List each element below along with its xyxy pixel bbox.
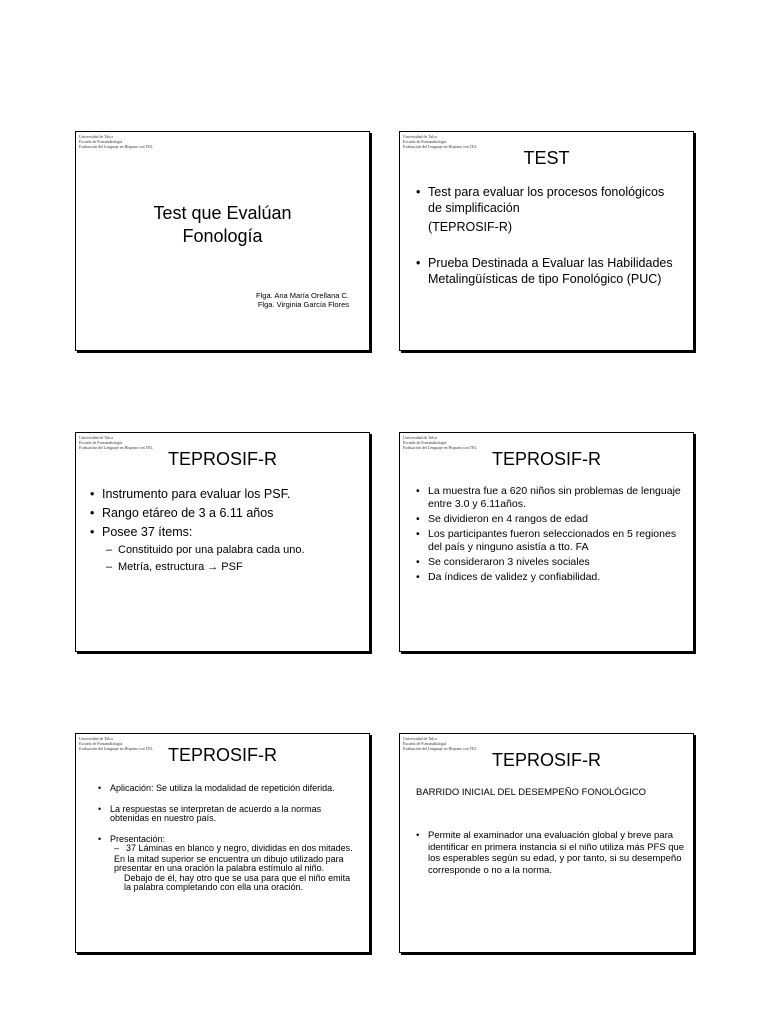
sub-list-item: – Metría, estructura → PSF: [106, 560, 360, 575]
list-item: • Instrumento para evaluar los PSF.: [90, 486, 360, 502]
header-university: Universidad de Talca: [403, 736, 437, 741]
slide-header: [79, 134, 153, 149]
credit-author-2: Flga. Virginia García Flores: [257, 300, 349, 309]
header-university: Universidad de Talca: [79, 736, 113, 741]
header-university: Universidad de Talca: [403, 435, 437, 440]
header-course: Evaluación del Lenguaje en Hispano con TEL: [403, 144, 477, 149]
slide-title: TEPROSIF-R: [491, 449, 601, 469]
list-item: • Prueba Destinada a Evaluar las Habilidades Metalingüísticas de tipo Fonológico (PUC): [416, 255, 676, 287]
slide-title: TEST: [523, 148, 570, 168]
paragraph: Debajo de él, hay otro que se usa para que el niño emita la palabra completando con ella una oración.: [124, 872, 351, 892]
slide-1: [75, 131, 370, 351]
list-item: • La muestra fue a 620 niños sin problemas de lenguaje entre 3.0 y 6.11años.: [416, 485, 684, 511]
slide-4: [399, 432, 694, 652]
header-school: Escuela de Fonoaudiología: [79, 440, 123, 445]
list-item: • Aplicación: Se utiliza la modalidad de repetición diferida.: [98, 784, 353, 794]
slide-5: [75, 733, 370, 953]
slide-header: [403, 435, 477, 450]
slide-body: [416, 184, 676, 287]
list-item: • La respuestas se interpretan de acuerdo a la normas obtenidas en nuestro país.: [98, 805, 353, 824]
header-school: Escuela de Fonoaudiología: [403, 741, 447, 746]
header-course: Evaluación del Lenguaje en Hispano con TEL: [79, 144, 153, 149]
slide-title: TEPROSIF-R: [167, 449, 277, 469]
header-school: Escuela de Fonoaudiología: [79, 741, 123, 746]
slide-6: [399, 733, 694, 953]
slide-2: [399, 131, 694, 351]
paragraph: En la mitad superior se encuentra un dibujo utilizado para presentar en una oración la palabra estímulo al niño.: [114, 853, 344, 873]
list-item: • Los participantes fueron seleccionados en 5 regiones del país y ninguno asistía a tto. FA: [416, 528, 684, 554]
slide-title: Test que Evalúan Fonología: [153, 203, 292, 246]
slide-subtitle: BARRIDO INICIAL DEL DESEMPEÑO FONOLÓGICO: [416, 787, 646, 798]
header-school: Escuela de Fonoaudiología: [403, 440, 447, 445]
header-course: Evaluación del Lenguaje en Hispano con TEL: [79, 746, 153, 751]
slide-3: [75, 432, 370, 652]
list-item: • Se consideraron 3 niveles sociales: [416, 556, 684, 569]
slide-body: [90, 486, 360, 575]
header-university: Universidad de Talca: [403, 134, 437, 139]
slide-title: TEPROSIF-R: [167, 745, 277, 765]
slide-body: [98, 784, 353, 893]
slide-header: [403, 736, 477, 751]
credits: [256, 291, 349, 309]
list-item: • Test para evaluar los procesos fonológicos de simplificación: [416, 184, 676, 216]
list-item: • Permite al examinador una evaluación global y breve para identificar en primera instancia si el niño utiliza más PFS que los esperables según su edad, y por tanto, si su desempeño corresponde o no a la norma.: [416, 830, 686, 876]
list-item: • Se dividieron en 4 rangos de edad: [416, 513, 684, 526]
slide-body: [416, 485, 684, 584]
slide-title: TEPROSIF-R: [491, 750, 601, 770]
list-item: • Presentación:: [98, 835, 353, 845]
header-school: Escuela de Fonoaudiología: [403, 139, 447, 144]
list-item: • Posee 37 ítems:: [90, 524, 360, 540]
header-course: Evaluación del Lenguaje en Hispano con TEL: [79, 445, 153, 450]
header-course: Evaluación del Lenguaje en Hispano con TEL: [403, 445, 477, 450]
credit-author-1: Flga. Ana María Orellana C.: [256, 291, 349, 300]
header-university: Universidad de Talca: [79, 435, 113, 440]
list-item-continuation: (TEPROSIF-R): [428, 220, 513, 234]
slide-header: [79, 435, 153, 450]
list-item: • Da índices de validez y confiabilidad.: [416, 571, 684, 584]
header-university: Universidad de Talca: [79, 134, 113, 139]
slide-body: [416, 830, 686, 876]
header-course: Evaluación del Lenguaje en Hispano con TEL: [403, 746, 477, 751]
sub-list-item: – 37 Láminas en blanco y negro, divididas en dos mitades.: [114, 844, 353, 854]
list-item: • Rango etáreo de 3 a 6.11 años: [90, 505, 360, 521]
header-school: Escuela de Fonoaudiología: [79, 139, 123, 144]
slide-header: [403, 134, 477, 149]
sub-list-item: – Constituido por una palabra cada uno.: [106, 543, 360, 558]
